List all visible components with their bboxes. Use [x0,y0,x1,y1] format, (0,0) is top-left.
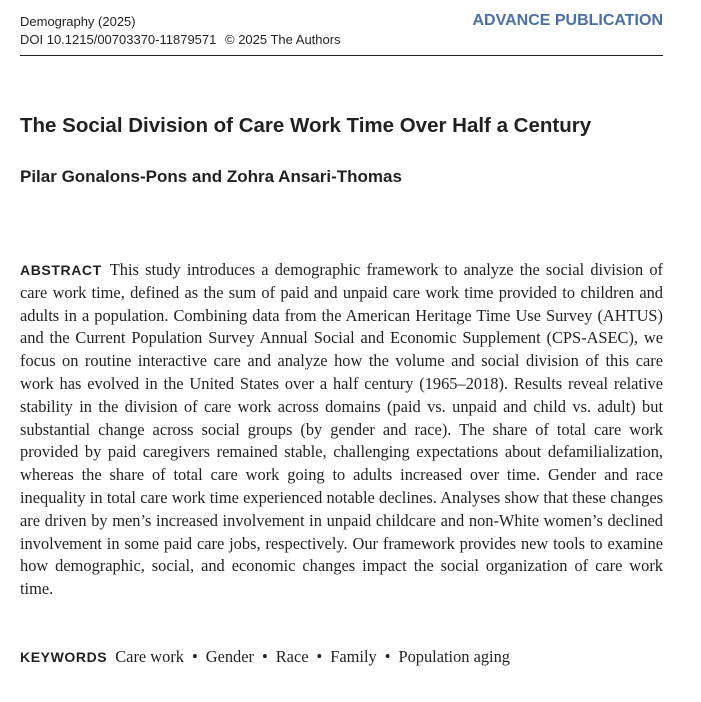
abstract-paragraph [20,259,663,601]
copyright-notice: © 2025 The Authors [225,32,341,47]
keyword-item[interactable]: Family [330,647,377,666]
doi-copyright-line [20,31,341,49]
article-page [20,0,663,702]
journal-name: Demography (2025) [20,14,136,29]
keyword-separator: • [316,647,323,666]
keyword-separator: • [261,647,268,666]
keyword-item[interactable]: Race [275,647,309,666]
article-title: The Social Division of Care Work Time Over Half a Century [20,114,592,137]
journal-header [20,11,663,56]
keyword-separator: • [191,647,198,666]
article-authors: Pilar Gonalons-Pons and Zohra Ansari-Thomas [20,167,402,186]
keywords-line [20,646,663,668]
keyword-separator: • [384,647,391,666]
doi-link[interactable]: DOI 10.1215/00703370-11879571 [20,32,217,47]
keyword-item[interactable]: Care work [115,647,184,666]
keyword-item[interactable]: Gender [205,647,254,666]
abstract-label: ABSTRACT [20,262,102,278]
abstract-text: This study introduces a demographic framework to analyze the social division of care work time, defined as the sum of paid and unpaid care work time provided to children and adults in a population. Combining data from the American Heritage Time Use Survey (AHTUS) and the Current Population Survey Annual Social and Economic Supplement (CPS-ASEC), we focus on routine interactive care and analyze how the volume and social division of this care work has evolved in the United States over a half century (1965–2018). Results reveal relative stability in the division of care work across domains (paid vs. unpaid and child vs. adult) but substantial change across social groups (by gender and race). The share of total care work provided by paid caregivers remained stable, challenging expectations about defamilialization, whereas the share of total care work going to adults increased over time. Gender and race inequality in total care work time experienced notable declines. Analyses show that these changes are driven by men’s increased involvement in unpaid childcare and non-White women’s declined involvement in some paid care jobs, respectively. Our framework provides new tools to examine how demographic, social, and economic changes impact the social organization of care work time. [20,260,663,599]
advance-publication-badge: ADVANCE PUBLICATION [472,12,663,29]
keywords-label: KEYWORDS [20,649,108,665]
keyword-item[interactable]: Population aging [398,647,510,666]
